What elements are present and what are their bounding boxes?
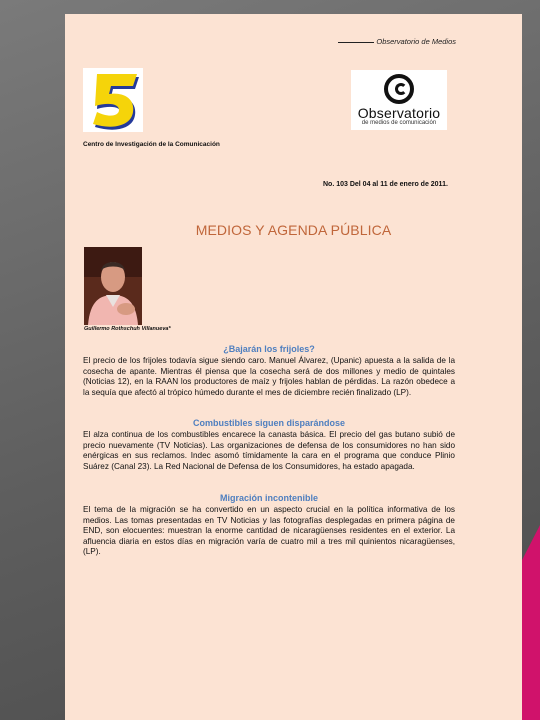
section-frijoles (83, 344, 455, 398)
organization-name: Centro de Investigación de la Comunicación (83, 141, 220, 148)
magenta-accent (522, 525, 540, 720)
five-logo-icon (83, 68, 143, 132)
observatorio-logo-sub: de medios de comunicación (361, 120, 437, 126)
observatorio-logo (351, 70, 447, 130)
section-migracion (83, 493, 455, 558)
section-heading: Combustibles siguen disparándose (192, 418, 346, 428)
section-heading: ¿Bajarán los frijoles? (223, 344, 315, 354)
header-reference (338, 37, 456, 46)
section-heading: Migración incontenible (219, 493, 318, 503)
section-body: El precio de los frijoles todavía sigue siendo caro. Manuel Álvarez, (Upanic) apuesta a la salida de la cosecha de apante. Mientras él piensa que la cosecha será de dos millones y medio de quintales (Noticias 12), en la RAAN los productores de maíz y frijoles hablan de pérdidas. La razón obedece a la sequía que afectó al trópico húmedo durante el mes de diciembre recién finalizado (LP). (83, 356, 455, 397)
section-body: El alza continua de los combustibles encarece la canasta básica. El precio del gas butano subió de precio nuevamente (TV Noticias). Las organizaciones de defensa de los consumidores no han sido enérgicas en sus reclamos. Indec asomó tímidamente la cara en el programa que conduce Plinio Suárez (Canal 23). La Red Nacional de Defensa de los Consumidores, ha estado apagada. (83, 430, 455, 471)
observatorio-logo-name: Observatorio (357, 105, 441, 121)
page-title: MEDIOS Y AGENDA PÚBLICA (195, 222, 392, 238)
issue-number: No. 103 Del 04 al 11 de enero de 2011. (323, 181, 448, 188)
author-photo (84, 247, 142, 325)
photo-caption: Guillermo Rothschuh Villanueva* (84, 326, 171, 332)
five-logo (83, 68, 143, 132)
section-body: El tema de la migración se ha convertido en un aspecto crucial en la política informativa de los medios. Las tomas presentadas en TV Noticias y las fotografías desplegadas en primera página de END, son elocuentes: muestran la enorme cantidad de nicaragüenses residentes en el exterior. La afluencia diaria en estos días en migración varía de cuatro mil a tres mil quinientos nicaragüenses, (LP). (83, 505, 455, 557)
section-combustibles (83, 418, 455, 472)
header-rule (338, 42, 374, 43)
header-publication: Observatorio de Medios (376, 37, 456, 46)
document-page (65, 14, 522, 720)
observatorio-ring-icon (384, 74, 414, 104)
